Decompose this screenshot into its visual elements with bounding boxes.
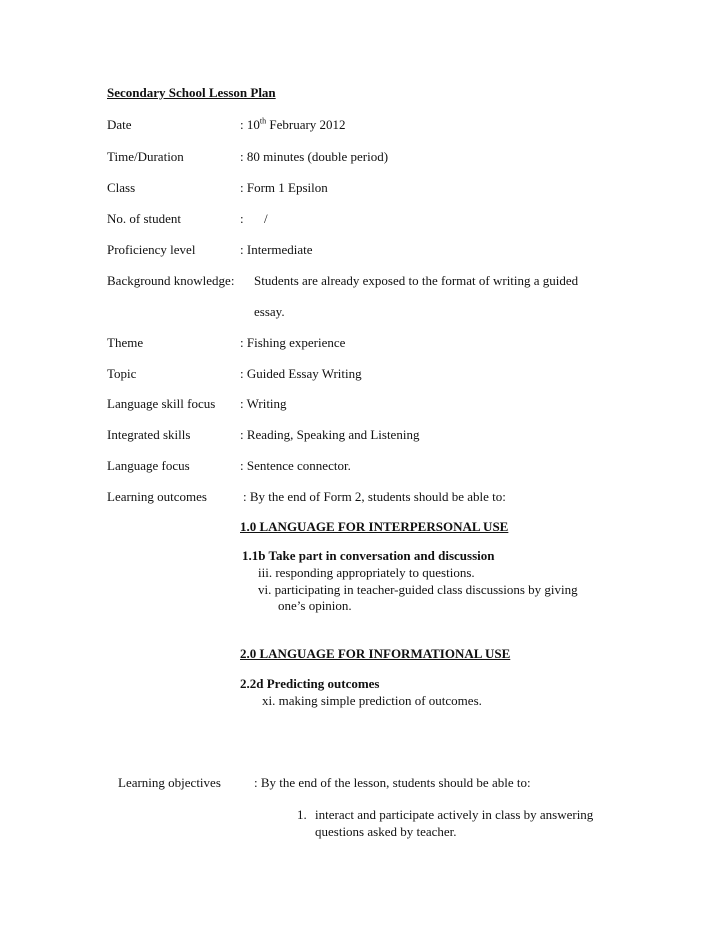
- proficiency-value: : Intermediate: [240, 242, 313, 257]
- objective-1-line2: questions asked by teacher.: [315, 824, 457, 839]
- section-2-heading: 2.0 LANGUAGE FOR INFORMATIONAL USE: [240, 646, 511, 661]
- students-value: /: [264, 211, 268, 226]
- page-title: Secondary School Lesson Plan: [107, 85, 276, 100]
- class-label: Class: [107, 180, 136, 195]
- skill-focus-label: Language skill focus: [107, 396, 216, 411]
- theme-label: Theme: [107, 335, 144, 350]
- section-1-subheading: 1.1b Take part in conversation and discussion: [242, 548, 495, 563]
- objective-1-line1: interact and participate actively in class by answering: [315, 807, 594, 822]
- date-colon: :: [240, 117, 244, 132]
- language-focus-value: : Sentence connector.: [240, 458, 351, 473]
- language-focus-label: Language focus: [107, 458, 190, 473]
- date-month-year: February 2012: [269, 117, 346, 132]
- section-1-heading: 1.0 LANGUAGE FOR INTERPERSONAL USE: [240, 519, 509, 534]
- section-1-item-iii: iii. responding appropriately to questions.: [258, 565, 475, 580]
- background-value-line2: essay.: [254, 304, 285, 319]
- section-2-subheading: 2.2d Predicting outcomes: [240, 676, 380, 691]
- background-value-line1: Students are already exposed to the format of writing a guided: [254, 273, 579, 288]
- background-label: Background knowledge:: [107, 273, 235, 288]
- section-1-item-vi-line1: vi. participating in teacher-guided class discussions by giving: [258, 582, 578, 597]
- learning-objectives-value: : By the end of the lesson, students should be able to:: [254, 775, 531, 790]
- theme-value: : Fishing experience: [240, 335, 346, 350]
- skill-focus-value: : Writing: [240, 396, 287, 411]
- topic-value: : Guided Essay Writing: [240, 366, 362, 381]
- time-value: : 80 minutes (double period): [240, 149, 389, 164]
- integrated-skills-value: : Reading, Speaking and Listening: [240, 427, 420, 442]
- section-1-item-vi-line2: one’s opinion.: [278, 598, 352, 613]
- class-value: : Form 1 Epsilon: [240, 180, 328, 195]
- learning-outcomes-value: : By the end of Form 2, students should be able to:: [243, 489, 506, 504]
- time-label: Time/Duration: [107, 149, 184, 164]
- date-day-suffix: th: [259, 116, 267, 126]
- date-value: [240, 117, 346, 133]
- students-label: No. of student: [107, 211, 182, 226]
- section-2-item-xi: xi. making simple prediction of outcomes.: [262, 693, 482, 708]
- topic-label: Topic: [107, 366, 137, 381]
- date-day: 10: [246, 117, 260, 132]
- learning-objectives-label: Learning objectives: [118, 775, 221, 790]
- objective-1-number: 1.: [297, 807, 307, 822]
- learning-outcomes-label: Learning outcomes: [107, 489, 207, 504]
- integrated-skills-label: Integrated skills: [107, 427, 191, 442]
- date-label: Date: [107, 117, 132, 132]
- students-colon: :: [240, 211, 244, 226]
- proficiency-label: Proficiency level: [107, 242, 196, 257]
